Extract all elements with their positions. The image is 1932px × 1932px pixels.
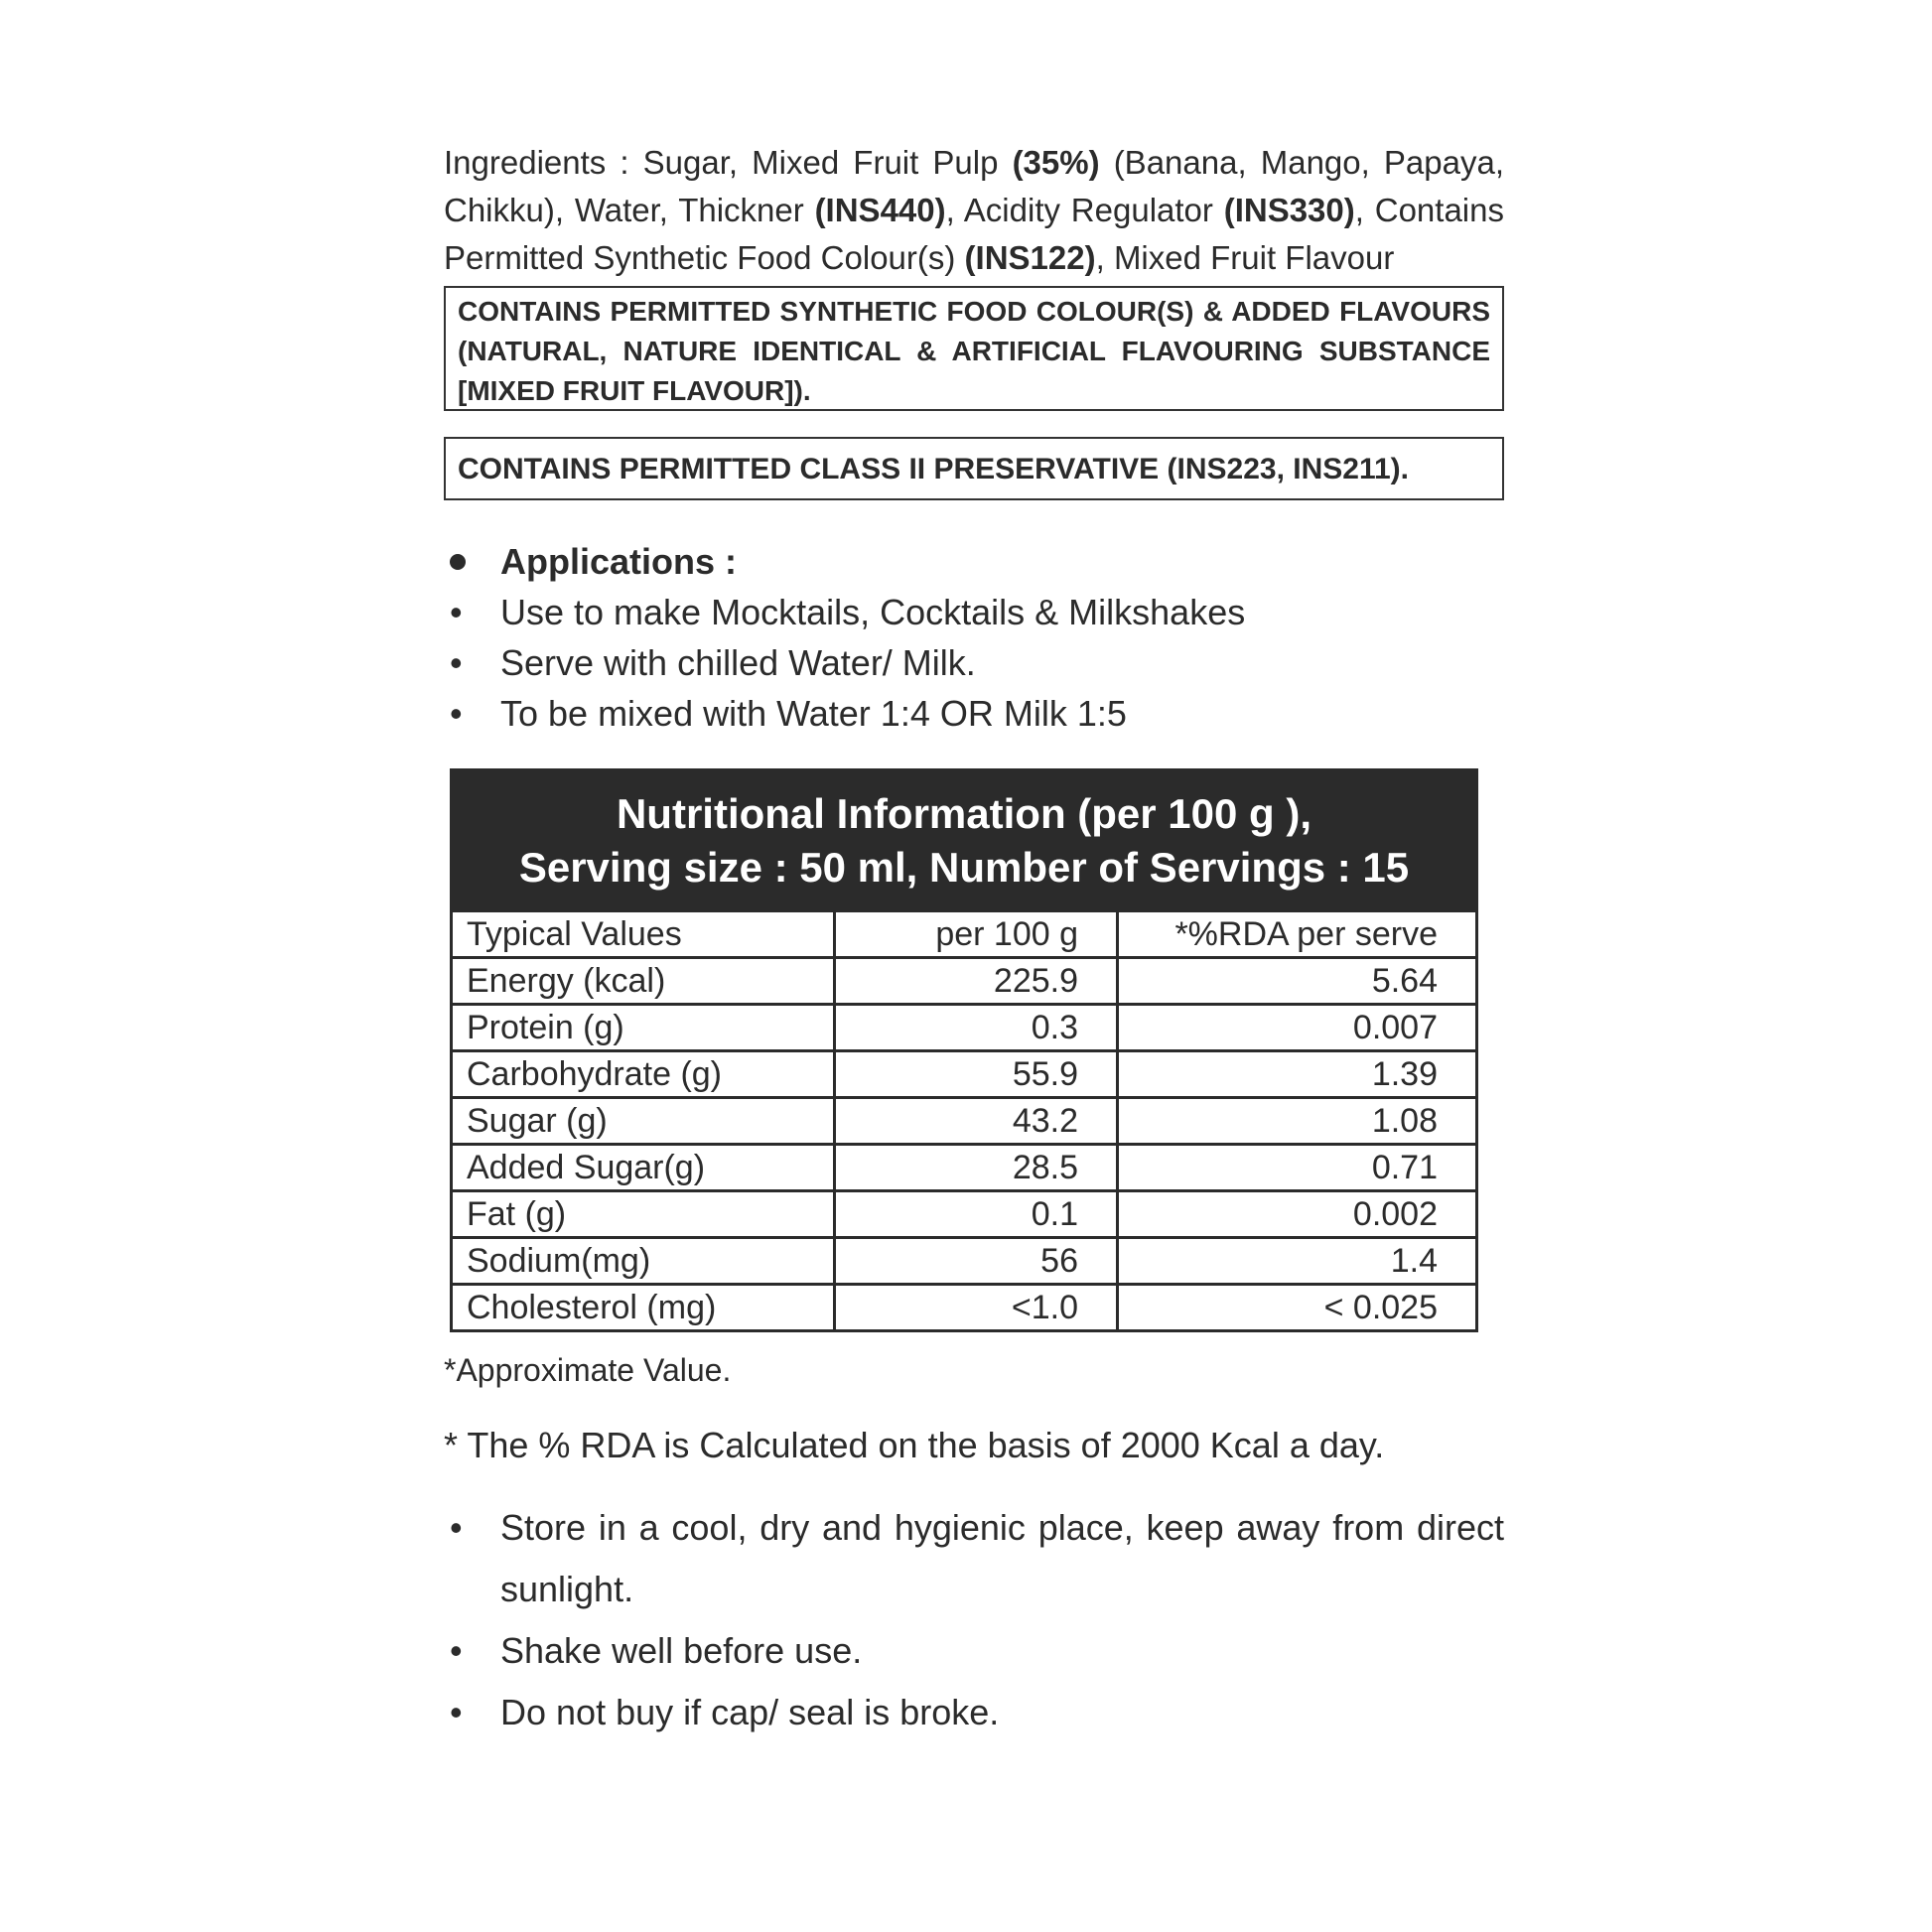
bullet-icon: • bbox=[450, 693, 463, 734]
nutrient-name: Added Sugar(g) bbox=[453, 1145, 835, 1191]
nutrient-name: Cholesterol (mg) bbox=[453, 1285, 835, 1330]
list-item bbox=[444, 1497, 1504, 1620]
per-100g-value: 0.1 bbox=[835, 1191, 1118, 1238]
bullet-icon: • bbox=[450, 1692, 463, 1732]
rda-value: < 0.025 bbox=[1118, 1285, 1476, 1330]
nutrition-title bbox=[453, 771, 1475, 912]
list-item bbox=[444, 688, 1504, 739]
nutrient-name: Carbohydrate (g) bbox=[453, 1051, 835, 1098]
applications-heading: Applications : bbox=[500, 541, 738, 582]
approximate-value-note: *Approximate Value. bbox=[444, 1352, 732, 1388]
list-item bbox=[444, 587, 1504, 637]
acidity-code: (INS330) bbox=[1223, 192, 1355, 228]
bullet-icon: • bbox=[450, 1507, 463, 1548]
storage-text: Do not buy if cap/ seal is broke. bbox=[500, 1692, 1000, 1732]
per-100g-value: 56 bbox=[835, 1238, 1118, 1285]
colour-flavour-notice bbox=[444, 286, 1504, 411]
rda-value: 1.4 bbox=[1118, 1238, 1476, 1285]
per-100g-value: 43.2 bbox=[835, 1098, 1118, 1145]
table-row bbox=[453, 1145, 1475, 1191]
application-text: Use to make Mocktails, Cocktails & Milkshakes bbox=[500, 592, 1246, 632]
application-text: To be mixed with Water 1:4 OR Milk 1:5 bbox=[500, 693, 1127, 734]
nutrition-title-line1: Nutritional Information (per 100 g ), bbox=[616, 790, 1312, 837]
nutrition-table bbox=[450, 768, 1478, 1332]
acidity-label: , Acidity Regulator bbox=[945, 192, 1224, 228]
table-row bbox=[453, 1191, 1475, 1238]
rda-basis-note: * The % RDA is Calculated on the basis of 2000 Kcal a day. bbox=[444, 1425, 1385, 1465]
colour-label: , Contains Permitted Synthetic Food Colour(s) bbox=[444, 192, 1504, 276]
ingredients-paragraph bbox=[444, 139, 1504, 282]
preservative-notice: CONTAINS PERMITTED CLASS II PRESERVATIVE (INS223, INS211). bbox=[444, 437, 1504, 500]
notice-colour-line1: CONTAINS PERMITTED SYNTHETIC FOOD COLOUR(S) & ADDED FLAVOURS bbox=[458, 296, 1490, 327]
per-100g-value: <1.0 bbox=[835, 1285, 1118, 1330]
nutrition-title-line2: Serving size : 50 ml, Number of Servings : 15 bbox=[518, 844, 1410, 891]
ingredients-label: Ingredients : Sugar, Mixed Fruit Pulp bbox=[444, 144, 1013, 181]
table-row bbox=[453, 1005, 1475, 1051]
storage-instructions-list bbox=[444, 1497, 1504, 1743]
list-item bbox=[444, 1682, 1504, 1743]
nutrition-grid bbox=[453, 912, 1475, 1329]
table-row bbox=[453, 1098, 1475, 1145]
table-row bbox=[453, 1238, 1475, 1285]
rda-value: 0.71 bbox=[1118, 1145, 1476, 1191]
notice-colour-line3: [MIXED FRUIT FLAVOUR]). bbox=[458, 375, 811, 406]
nutrient-name: Sugar (g) bbox=[453, 1098, 835, 1145]
list-item bbox=[444, 1620, 1504, 1682]
nutrient-name: Energy (kcal) bbox=[453, 958, 835, 1005]
application-text: Serve with chilled Water/ Milk. bbox=[500, 642, 976, 683]
rda-value: 1.39 bbox=[1118, 1051, 1476, 1098]
nutrient-name: Protein (g) bbox=[453, 1005, 835, 1051]
storage-text: Shake well before use. bbox=[500, 1630, 863, 1671]
table-row bbox=[453, 1285, 1475, 1330]
column-header: *%RDA per serve bbox=[1118, 912, 1476, 958]
nutrient-name: Sodium(mg) bbox=[453, 1238, 835, 1285]
storage-text: Store in a cool, dry and hygienic place, keep away from direct sunlight. bbox=[500, 1507, 1504, 1609]
list-item bbox=[444, 637, 1504, 688]
table-header-row bbox=[453, 912, 1475, 958]
table-row bbox=[453, 1051, 1475, 1098]
per-100g-value: 28.5 bbox=[835, 1145, 1118, 1191]
column-header: per 100 g bbox=[835, 912, 1118, 958]
bullet-icon bbox=[450, 554, 466, 570]
bullet-icon: • bbox=[450, 592, 463, 632]
bullet-icon: • bbox=[450, 1630, 463, 1671]
column-header: Typical Values bbox=[453, 912, 835, 958]
label-panel bbox=[444, 139, 1504, 1743]
rda-value: 5.64 bbox=[1118, 958, 1476, 1005]
rda-value: 1.08 bbox=[1118, 1098, 1476, 1145]
per-100g-value: 225.9 bbox=[835, 958, 1118, 1005]
notice-colour-line2: (NATURAL, NATURE IDENTICAL & ARTIFICIAL FLAVOURING SUBSTANCE bbox=[458, 336, 1490, 366]
table-row bbox=[453, 958, 1475, 1005]
applications-heading-item bbox=[444, 536, 1504, 587]
colour-code: (INS122) bbox=[964, 239, 1096, 276]
per-100g-value: 0.3 bbox=[835, 1005, 1118, 1051]
thickner-code: (INS440) bbox=[814, 192, 946, 228]
rda-value: 0.002 bbox=[1118, 1191, 1476, 1238]
per-100g-value: 55.9 bbox=[835, 1051, 1118, 1098]
pulp-percentage: (35%) bbox=[1012, 144, 1100, 181]
applications-list bbox=[444, 536, 1504, 739]
rda-value: 0.007 bbox=[1118, 1005, 1476, 1051]
nutrient-name: Fat (g) bbox=[453, 1191, 835, 1238]
fruit-list: (Banana, Mango, Papaya, Chikku), Water, Thickner bbox=[444, 144, 1505, 228]
flavour-label: , Mixed Fruit Flavour bbox=[1095, 239, 1395, 276]
bullet-icon: • bbox=[450, 642, 463, 683]
